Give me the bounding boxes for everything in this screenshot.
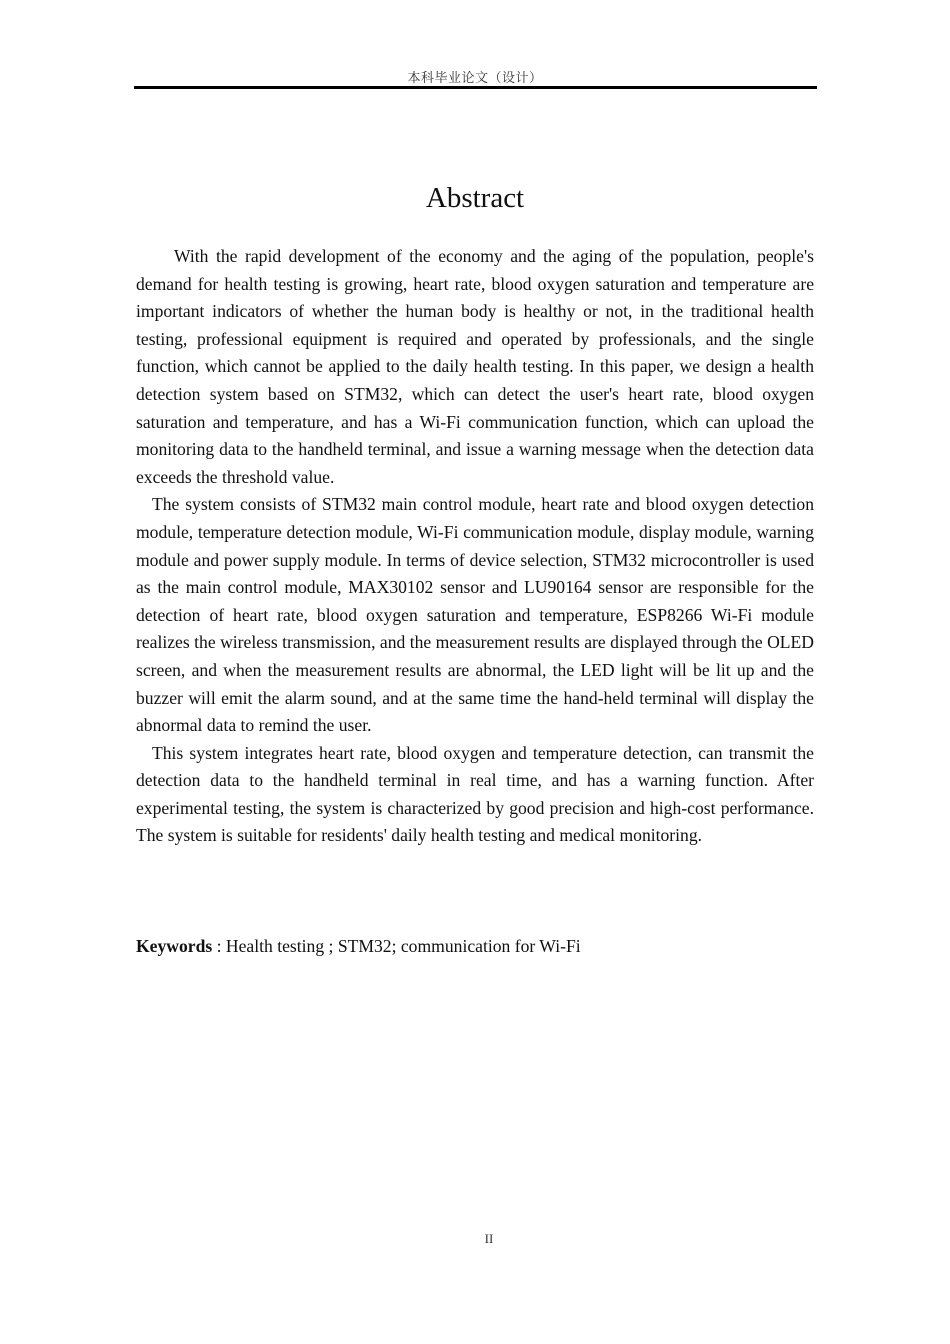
abstract-body <box>136 243 814 850</box>
header-divider <box>134 86 817 89</box>
keywords-line <box>136 933 814 960</box>
keywords-text: : Health testing ; STM32; communication for Wi-Fi <box>212 936 581 956</box>
abstract-paragraph-1: With the rapid development of the economy and the aging of the population, people's demand for health testing is growing, heart rate, blood oxygen saturation and temperature are important indicators of whether the human body is healthy or not, in the traditional health testing, professional equipment is required and operated by professionals, and the single function, which cannot be applied to the daily health testing. In this paper, we design a health detection system based on STM32, which can detect the user's heart rate, blood oxygen saturation and temperature, and has a Wi-Fi communication function, which can upload the monitoring data to the handheld terminal, and issue a warning message when the detection data exceeds the threshold value. <box>136 246 814 487</box>
page-number: II <box>484 1231 494 1246</box>
abstract-paragraph-2: The system consists of STM32 main control module, heart rate and blood oxygen detection module, temperature detection module, Wi-Fi communication module, display module, warning module and power supply module. In terms of device selection, STM32 microcontroller is used as the main control module, MAX30102 sensor and LU90164 sensor are responsible for the detection of heart rate, blood oxygen saturation and temperature, ESP8266 Wi-Fi module realizes the wireless transmission, and the measurement results are displayed through the OLED screen, and when the measurement results are abnormal, the LED light will be lit up and the buzzer will emit the alarm sound, and at the same time the hand-held terminal will display the abnormal data to remind the user. <box>136 494 814 736</box>
keywords-label: Keywords <box>136 936 213 956</box>
abstract-paragraph-3: This system integrates heart rate, blood oxygen and temperature detection, can transmit the detection data to the handheld terminal in real time, and has a warning function. After experimental testing, the system is characterized by good precision and high-cost performance. The system is suitable for residents' daily health testing and medical monitoring. <box>136 742 814 846</box>
header-title: 本科毕业论文（设计） <box>407 71 543 86</box>
abstract-title: Abstract <box>425 182 525 214</box>
